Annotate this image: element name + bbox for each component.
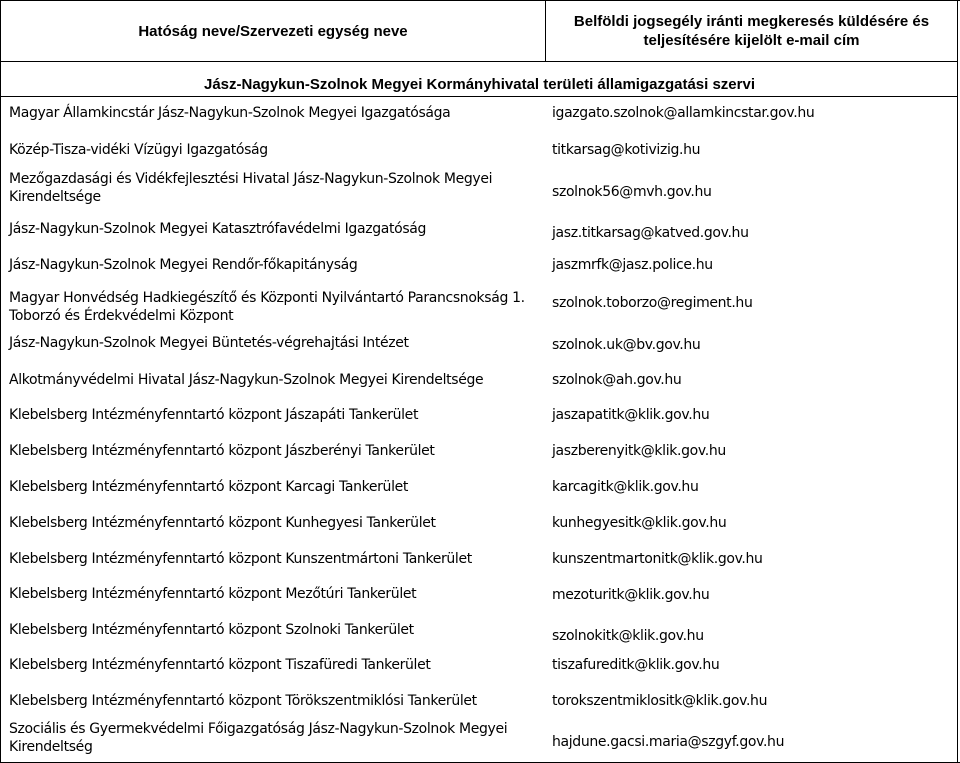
column-header-email [546,1,957,61]
authority-name: Klebelsberg Intézményfenntartó központ Jászapáti Tankerület [9,407,419,423]
authority-name: Közép-Tisza-vidéki Vízügyi Igazgatóság [9,142,268,158]
authority-email[interactable]: torokszentmiklositk@klik.gov.hu [552,693,768,709]
authority-email[interactable]: hajdune.gacsi.maria@szgyf.gov.hu [552,734,785,750]
authority-name: Alkotmányvédelmi Hivatal Jász-Nagykun-Szolnok Megyei Kirendeltsége [9,372,484,388]
authority-email[interactable]: jasz.titkarsag@katved.gov.hu [552,225,749,241]
authority-name: Szociális és Gyermekvédelmi Főigazgatóság Jász-Nagykun-Szolnok Megyei Kirendeltség [9,721,508,755]
column-header-authority [1,1,545,61]
authority-email[interactable]: szolnok56@mvh.gov.hu [552,184,712,200]
authority-name: Klebelsberg Intézményfenntartó központ Törökszentmiklósi Tankerület [9,693,477,709]
authority-email[interactable]: kunhegyesitk@klik.gov.hu [552,515,727,531]
authority-email[interactable]: kunszentmartonitk@klik.gov.hu [552,551,763,567]
authority-name: Mezőgazdasági és Vidékfejlesztési Hivatal Jász-Nagykun-Szolnok Megyei Kirendeltsége [9,171,493,205]
authority-email[interactable]: titkarsag@kotivizig.hu [552,142,701,158]
authority-name: Magyar Honvédség Hadkiegészítő és Központi Nyilvántartó Parancsnokság 1. Toborzó és Érdekvédelmi Központ [9,290,525,324]
authority-email[interactable]: igazgato.szolnok@allamkincstar.gov.hu [552,105,815,121]
table-border-right [957,0,958,763]
column-header-authority-text: Hatóság neve/Szervezeti egység neve [138,22,408,40]
section-title: Jász-Nagykun-Szolnok Megyei Kormányhivatal területi államigazgatási szervi [203,76,755,93]
authority-name: Klebelsberg Intézményfenntartó központ Kunszentmártoni Tankerület [9,551,472,567]
header-divider [0,61,958,62]
authority-email[interactable]: tiszafureditk@klik.gov.hu [552,657,720,673]
authority-email[interactable]: karcagitk@klik.gov.hu [552,479,699,495]
authority-email[interactable]: szolnok.uk@bv.gov.hu [552,337,701,353]
authority-email[interactable]: jaszberenyitk@klik.gov.hu [552,443,726,459]
authority-email[interactable]: mezoturitk@klik.gov.hu [552,587,710,603]
authority-email[interactable]: szolnokitk@klik.gov.hu [552,628,704,644]
authority-name: Klebelsberg Intézményfenntartó központ Mezőtúri Tankerület [9,586,417,602]
authority-name: Klebelsberg Intézményfenntartó központ Tiszafüredi Tankerület [9,657,431,673]
authority-name: Klebelsberg Intézményfenntartó központ Kunhegyesi Tankerület [9,515,436,531]
table-border-left [0,0,1,763]
authority-name: Klebelsberg Intézményfenntartó központ Szolnoki Tankerület [9,622,414,638]
authority-email[interactable]: szolnok.toborzo@regiment.hu [552,295,753,311]
authority-name: Klebelsberg Intézményfenntartó központ Karcagi Tankerület [9,479,409,495]
authority-name: Jász-Nagykun-Szolnok Megyei Rendőr-főkapitányság [9,257,358,273]
authority-name: Magyar Államkincstár Jász-Nagykun-Szolnok Megyei Igazgatósága [9,105,451,121]
authority-email[interactable]: szolnok@ah.gov.hu [552,372,682,388]
authority-name: Jász-Nagykun-Szolnok Megyei Büntetés-végrehajtási Intézet [9,335,409,351]
authority-name: Jász-Nagykun-Szolnok Megyei Katasztrófavédelmi Igazgatóság [9,221,427,237]
column-header-email-line2: teljesítésére kijelölt e-mail cím [643,32,860,49]
column-header-email-line1: Belföldi jogsegély iránti megkeresés küldésére és [573,13,930,30]
authority-email[interactable]: jaszmrfk@jasz.police.hu [552,257,713,273]
authority-name: Klebelsberg Intézményfenntartó központ Jászberényi Tankerület [9,443,435,459]
authority-email[interactable]: jaszapatitk@klik.gov.hu [552,407,710,423]
section-divider [0,96,958,97]
